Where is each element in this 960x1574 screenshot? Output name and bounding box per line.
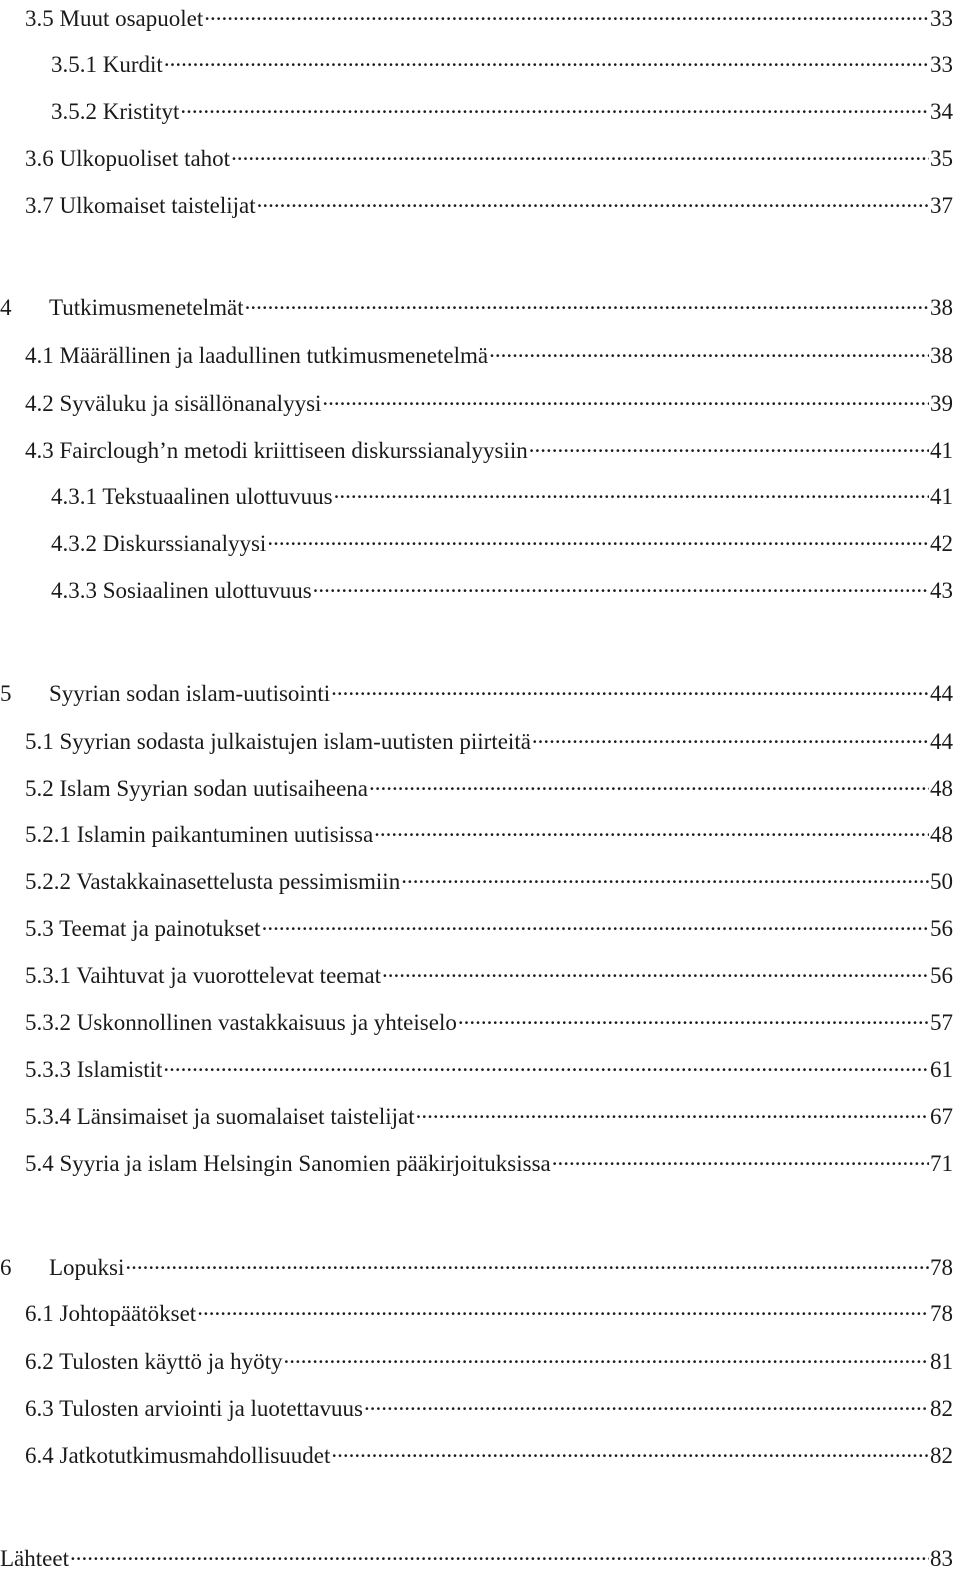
toc-dot-leader	[164, 46, 929, 72]
toc-entry[interactable]	[0, 816, 953, 848]
toc-entry[interactable]	[0, 1343, 953, 1375]
toc-dot-leader	[313, 572, 929, 598]
toc-page-number: 78	[930, 1301, 953, 1327]
toc-entry-title: 5.4 Syyria ja islam Helsingin Sanomien pääkirjoituksissa	[25, 1151, 551, 1177]
toc-entry-title: 5.3.3 Islamistit	[25, 1057, 163, 1083]
toc-dot-leader	[552, 1145, 929, 1171]
toc-page-number: 61	[930, 1057, 953, 1083]
toc-entry[interactable]	[0, 337, 953, 369]
toc-dot-leader	[180, 93, 929, 119]
toc-entry[interactable]	[0, 675, 953, 707]
toc-entry-title: Lähteet	[0, 1546, 69, 1572]
toc-page-number: 34	[930, 99, 953, 125]
toc-entry-title: 5.2.1 Islamin paikantuminen uutisissa	[25, 822, 374, 848]
toc-entry-title: 4.3 Fairclough’n metodi kriittiseen diskurssianalyysiin	[25, 438, 528, 464]
toc-entry[interactable]	[0, 863, 953, 895]
toc-page-number: 37	[930, 193, 953, 219]
toc-dot-leader	[204, 0, 929, 26]
toc-entry-title: 3.7 Ulkomaiset taistelijat	[25, 193, 256, 219]
toc-entry[interactable]	[0, 770, 953, 802]
toc-dot-leader	[489, 337, 929, 363]
toc-entry-title: Syyrian sodan islam-uutisointi	[49, 681, 331, 707]
toc-entry-title: 3.5.1 Kurdit	[51, 52, 163, 78]
toc-entry-title: 3.5 Muut osapuolet	[25, 6, 204, 32]
toc-page-number: 44	[930, 681, 953, 707]
toc-entry[interactable]	[0, 289, 953, 321]
toc-entry[interactable]	[0, 1437, 953, 1469]
toc-page-number: 41	[930, 484, 953, 510]
toc-entry-title: 6.4 Jatkotutkimusmahdollisuudet	[25, 1443, 331, 1469]
toc-entry[interactable]	[0, 140, 953, 172]
toc-dot-leader	[416, 1098, 929, 1124]
toc-page-number: 50	[930, 869, 953, 895]
toc-entry-title: 4.2 Syväluku ja sisällönanalyysi	[25, 391, 322, 417]
toc-page-number: 48	[930, 822, 953, 848]
toc-entry[interactable]	[0, 93, 953, 125]
toc-entry[interactable]	[0, 572, 953, 604]
toc-page-number: 42	[930, 531, 953, 557]
toc-entry[interactable]	[0, 0, 953, 32]
toc-dot-leader	[245, 289, 929, 315]
toc-dot-leader	[401, 863, 929, 889]
toc-page-number: 38	[930, 295, 953, 321]
toc-page-number: 78	[930, 1255, 953, 1281]
toc-entry-title: 4.3.2 Diskurssianalyysi	[51, 531, 267, 557]
toc-dot-leader	[163, 1051, 929, 1077]
toc-dot-leader	[532, 723, 929, 749]
toc-dot-leader	[369, 770, 929, 796]
toc-dot-leader	[197, 1295, 929, 1321]
toc-dot-leader	[231, 140, 929, 166]
toc-entry[interactable]	[0, 1295, 953, 1327]
toc-entry[interactable]	[0, 385, 953, 417]
toc-entry[interactable]	[0, 432, 953, 464]
toc-entry-title: 5.3 Teemat ja painotukset	[25, 916, 261, 942]
toc-page-number: 33	[930, 6, 953, 32]
toc-entry-title: 6.1 Johtopäätökset	[25, 1301, 197, 1327]
toc-dot-leader	[458, 1004, 929, 1030]
toc-entry-title: 5.3.4 Länsimaiset ja suomalaiset taistelijat	[25, 1104, 415, 1130]
toc-entry-title: 3.5.2 Kristityt	[51, 99, 180, 125]
toc-entry[interactable]	[0, 187, 953, 219]
toc-page-number: 44	[930, 729, 953, 755]
toc-chapter-number: 5	[0, 681, 12, 707]
toc-page-number: 43	[930, 578, 953, 604]
toc-dot-leader	[374, 816, 929, 842]
toc-entry[interactable]	[0, 1098, 953, 1130]
toc-page-number: 39	[930, 391, 953, 417]
toc-dot-leader	[70, 1540, 929, 1566]
toc-entry-title: 4.1 Määrällinen ja laadullinen tutkimusmenetelmä	[25, 343, 489, 369]
toc-page-number: 83	[930, 1546, 953, 1572]
toc-dot-leader	[322, 385, 929, 411]
toc-dot-leader	[284, 1343, 930, 1369]
toc-entry-title: 3.6 Ulkopuoliset tahot	[25, 146, 231, 172]
toc-entry-title: Lopuksi	[49, 1255, 125, 1281]
toc-page-number: 67	[930, 1104, 953, 1130]
toc-page-number: 38	[930, 343, 953, 369]
toc-entry[interactable]	[0, 723, 953, 755]
toc-entry[interactable]	[0, 478, 953, 510]
toc-entry[interactable]	[0, 1051, 953, 1083]
toc-entry-title: Tutkimusmenetelmät	[49, 295, 244, 321]
toc-entry-title: 5.1 Syyrian sodasta julkaistujen islam-uutisten piirteitä	[25, 729, 531, 755]
toc-dot-leader	[262, 910, 929, 936]
toc-dot-leader	[125, 1249, 929, 1275]
toc-dot-leader	[257, 187, 929, 213]
toc-page-number: 35	[930, 146, 953, 172]
toc-entry[interactable]	[0, 910, 953, 942]
toc-page-number: 71	[930, 1151, 953, 1177]
toc-dot-leader	[331, 1437, 929, 1463]
toc-entry[interactable]	[0, 957, 953, 989]
toc-page-number: 82	[930, 1443, 953, 1469]
toc-entry-title: 6.2 Tulosten käyttö ja hyöty	[25, 1349, 283, 1375]
toc-page-number: 56	[930, 963, 953, 989]
toc-entry-title: 5.3.1 Vaihtuvat ja vuorottelevat teemat	[25, 963, 381, 989]
toc-entry[interactable]	[0, 1249, 953, 1281]
toc-chapter-number: 4	[0, 295, 12, 321]
toc-page-number: 48	[930, 776, 953, 802]
toc-entry[interactable]	[0, 1004, 953, 1036]
toc-entry-title: 4.3.3 Sosiaalinen ulottuvuus	[51, 578, 312, 604]
toc-page-number: 41	[930, 438, 953, 464]
toc-entry-title: 6.3 Tulosten arviointi ja luotettavuus	[25, 1396, 363, 1422]
toc-entry-title: 4.3.1 Tekstuaalinen ulottuvuus	[51, 484, 333, 510]
toc-entry[interactable]	[0, 1390, 953, 1422]
toc-dot-leader	[334, 478, 929, 504]
toc-page-number: 81	[930, 1349, 953, 1375]
toc-page-number: 57	[930, 1010, 953, 1036]
toc-entry-title: 5.2 Islam Syyrian sodan uutisaiheena	[25, 776, 369, 802]
toc-chapter-number: 6	[0, 1255, 12, 1281]
toc-dot-leader	[267, 525, 929, 551]
toc-entry-title: 5.2.2 Vastakkainasettelusta pessimismiin	[25, 869, 401, 895]
toc-dot-leader	[382, 957, 929, 983]
toc-entry-title: 5.3.2 Uskonnollinen vastakkaisuus ja yhteiselo	[25, 1010, 457, 1036]
toc-entry[interactable]	[0, 525, 953, 557]
toc-entry[interactable]	[0, 46, 953, 78]
toc-entry[interactable]	[0, 1540, 953, 1572]
toc-dot-leader	[529, 432, 929, 458]
toc-page-number: 33	[930, 52, 953, 78]
toc-dot-leader	[331, 675, 929, 701]
toc-entry[interactable]	[0, 1145, 953, 1177]
toc-page-number: 56	[930, 916, 953, 942]
toc-dot-leader	[364, 1390, 929, 1416]
toc-page-number: 82	[930, 1396, 953, 1422]
